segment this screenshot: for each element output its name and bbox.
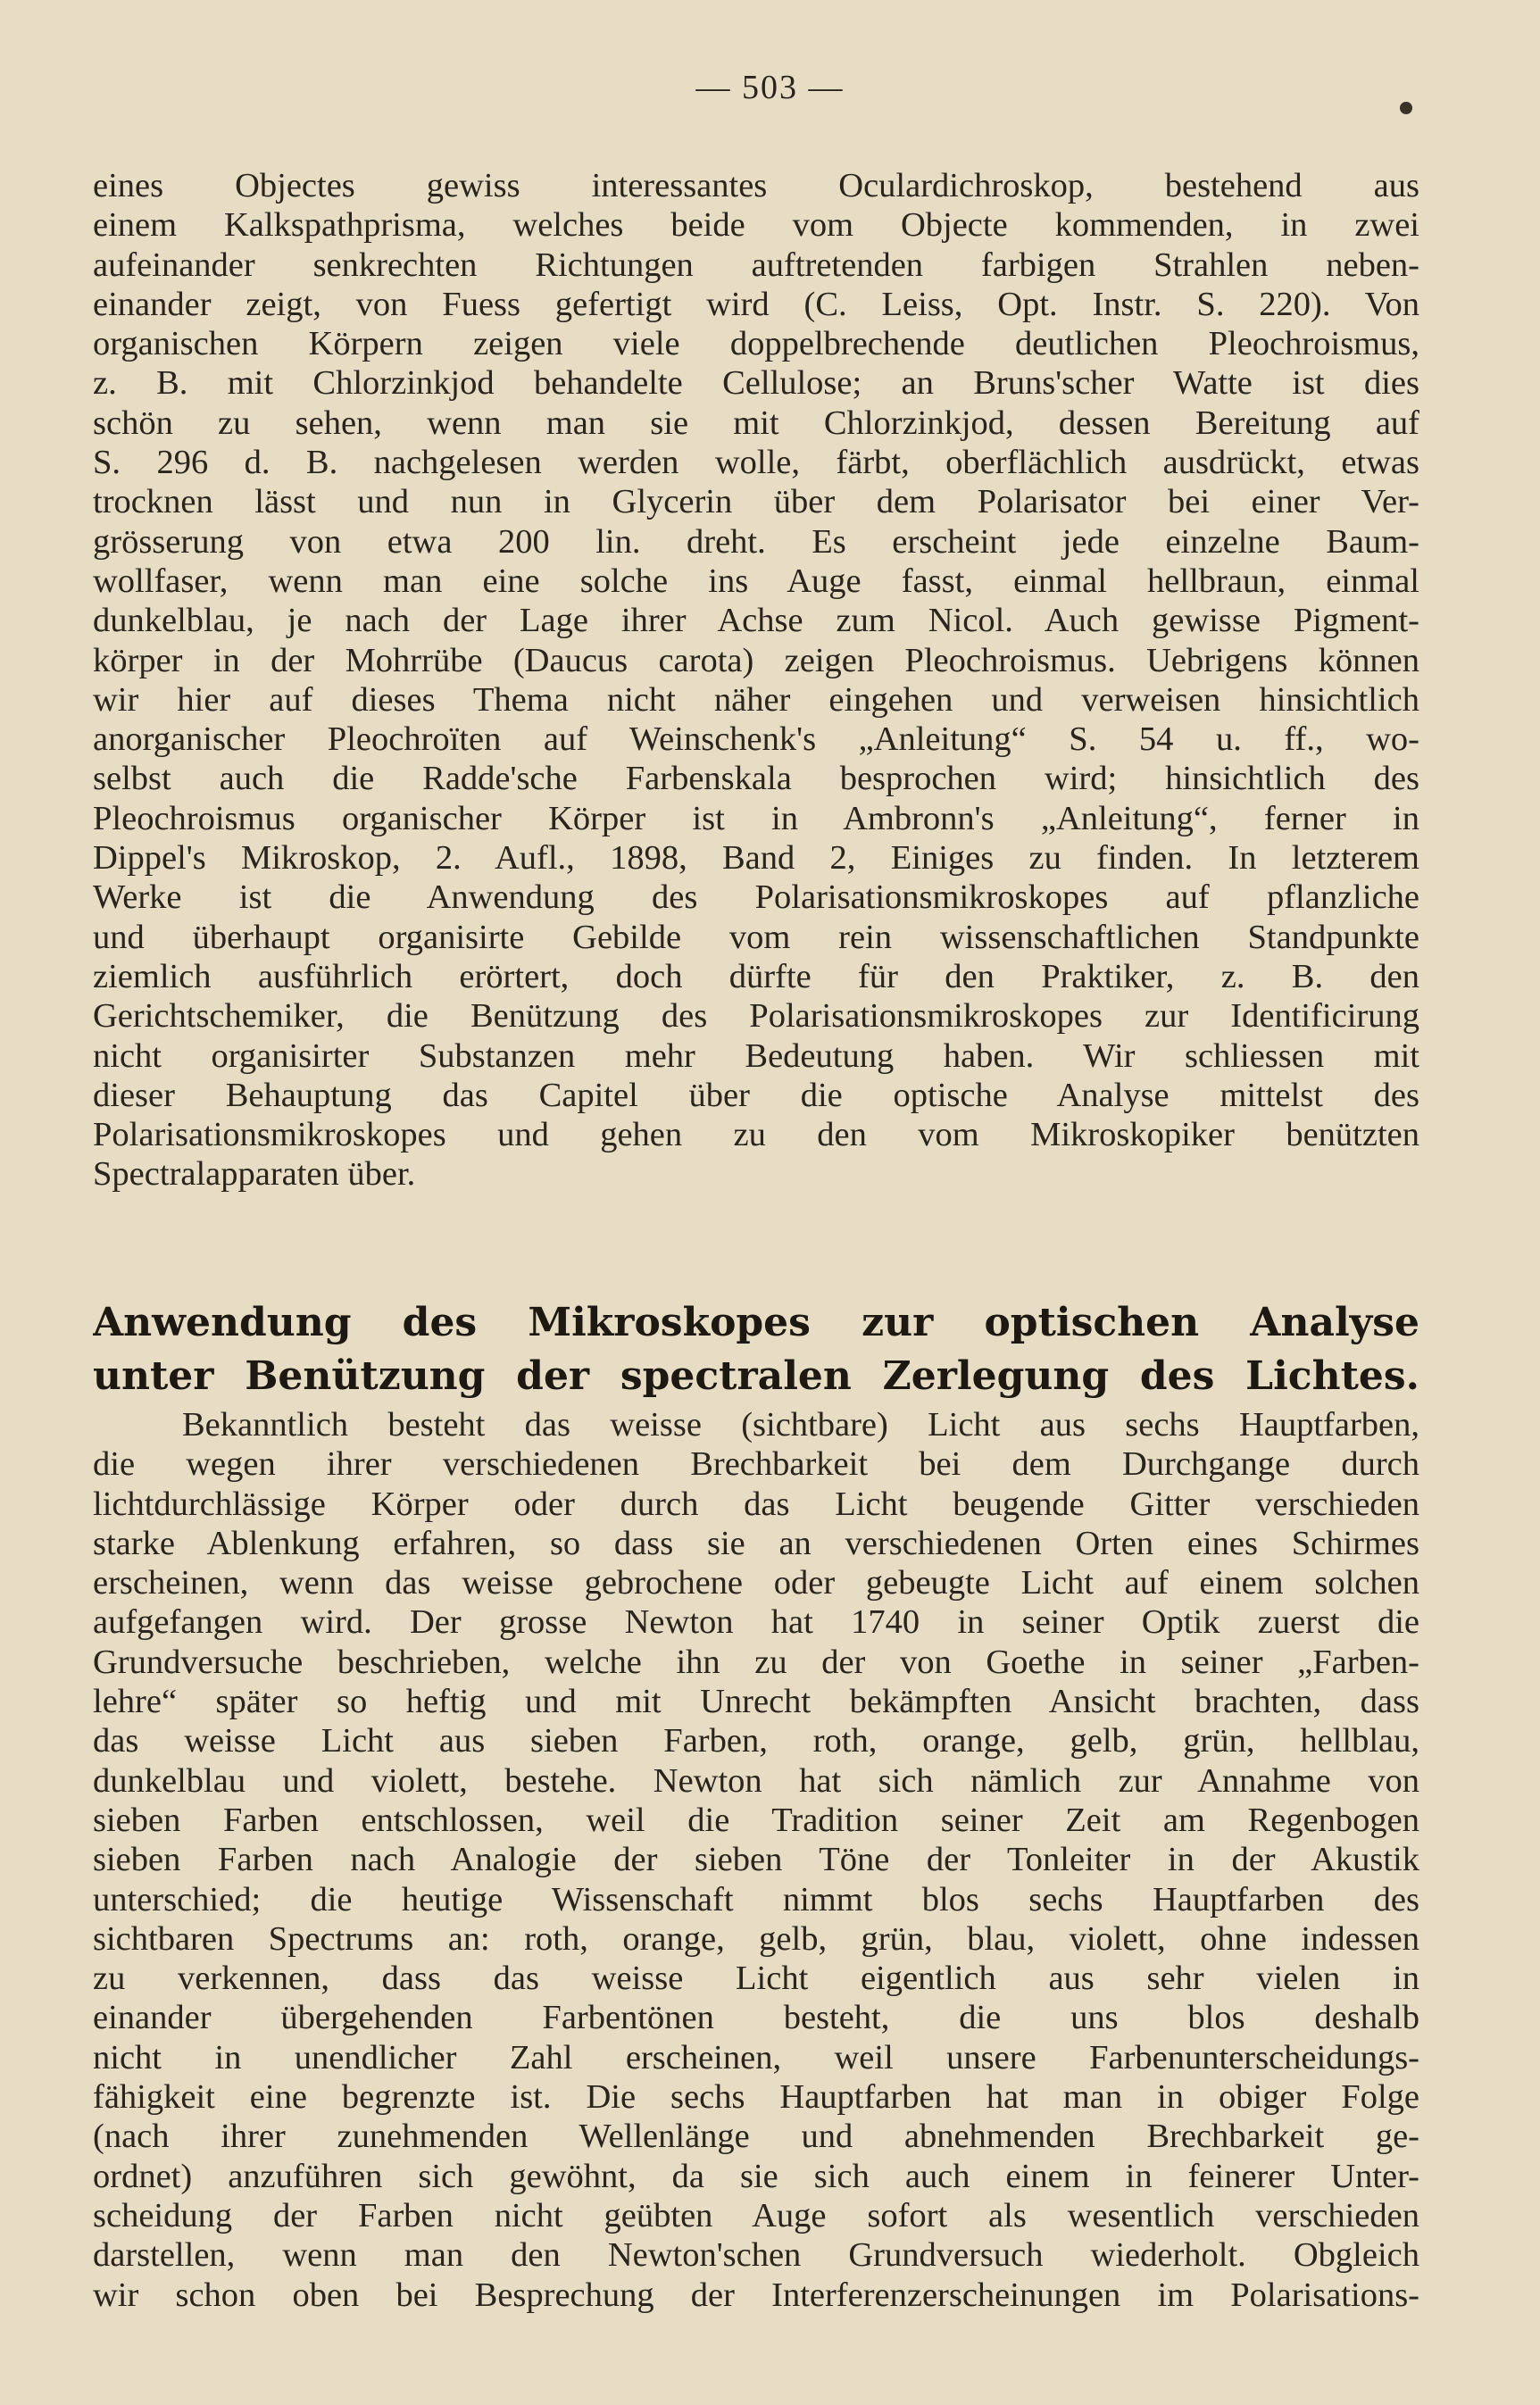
text-line: und überhaupt organisirte Gebilde vom rein wissenschaftlichen Standpunkte: [93, 918, 1419, 956]
text-line: sieben Farben nach Analogie der sieben Töne der Tonleiter in der Akustik: [93, 1841, 1419, 1879]
text-line: aufgefangen wird. Der grosse Newton hat 1740 in seiner Optik zuerst die: [93, 1603, 1419, 1642]
text-line: S. 296 d. B. nachgelesen werden wolle, färbt, oberflächlich ausdrückt, etwas: [93, 444, 1419, 482]
text-line: Polarisationsmikroskopes und gehen zu den vom Mikroskopiker benützten: [93, 1116, 1419, 1154]
text-line: ziemlich ausführlich erörtert, doch dürfte für den Praktiker, z. B. den: [93, 957, 1419, 995]
text-line: dunkelblau, je nach der Lage ihrer Achse zum Nicol. Auch gewisse Pigment-: [93, 602, 1419, 640]
text-line: wollfaser, wenn man eine solche ins Auge fasst, einmal hellbraun, einmal: [93, 562, 1419, 600]
text-line: eines Objectes gewiss interessantes Oculardichroskop, bestehend aus: [93, 167, 1419, 204]
text-line: z. B. mit Chlorzinkjod behandelte Cellulose; an Bruns'scher Watte ist dies: [93, 364, 1419, 403]
text-line: darstellen, wenn man den Newton'schen Grundversuch wiederholt. Obgleich: [93, 2236, 1419, 2275]
text-line: Bekanntlich besteht das weisse (sichtbare) Licht aus sechs Hauptfarben,: [182, 1406, 1419, 1444]
page-number: — 503 —: [695, 69, 845, 106]
text-line: zu verkennen, dass das weisse Licht eigentlich aus sehr vielen in: [93, 1960, 1419, 1998]
text-line: die wegen ihrer verschiedenen Brechbarkeit bei dem Durchgange durch: [93, 1445, 1419, 1484]
text-line: lichtdurchlässige Körper oder durch das Licht beugende Gitter verschieden: [93, 1485, 1419, 1523]
text-line: körper in der Mohrrübe (Daucus carota) zeigen Pleochroismus. Uebrigens können: [93, 641, 1419, 679]
text-line: das weisse Licht aus sieben Farben, roth, orange, gelb, grün, hellblau,: [93, 1722, 1419, 1760]
text-line: einem Kalkspathprisma, welches beide vom Objecte kommenden, in zwei: [93, 206, 1419, 245]
text-line: anorganischer Pleochroïten auf Weinschenk's „Anleitung“ S. 54 u. ff., wo-: [93, 720, 1419, 759]
text-line: (nach ihrer zunehmenden Wellenlänge und abnehmenden Brechbarkeit ge-: [93, 2118, 1419, 2156]
heading-line: unter Benützung der spectralen Zerlegung des Lichtes.: [93, 1353, 1419, 1399]
text-line: einander übergehenden Farbentönen besteht, die uns blos deshalb: [93, 1999, 1419, 2037]
text-line: erscheinen, wenn das weisse gebrochene oder gebeugte Licht auf einem solchen: [93, 1564, 1419, 1602]
text-line: starke Ablenkung erfahren, so dass sie an verschiedenen Orten eines Schirmes: [93, 1524, 1419, 1562]
text-line: dunkelblau und violett, bestehe. Newton hat sich nämlich zur Annahme von: [93, 1761, 1419, 1800]
text-line: grösserung von etwa 200 lin. dreht. Es erscheint jede einzelne Baum-: [93, 522, 1419, 561]
text-line: einander zeigt, von Fuess gefertigt wird (C. Leiss, Opt. Instr. S. 220). Von: [93, 285, 1419, 323]
heading-line: Anwendung des Mikroskopes zur optischen Analyse: [93, 1300, 1419, 1345]
text-line: nicht in unendlicher Zahl erscheinen, weil unsere Farbenunterscheidungs-: [93, 2038, 1419, 2076]
text-line: ordnet) anzuführen sich gewöhnt, da sie sich auch einem in feinerer Unter-: [93, 2157, 1419, 2195]
text-line: schön zu sehen, wenn man sie mit Chlorzinkjod, dessen Bereitung auf: [93, 404, 1419, 442]
text-line: wir schon oben bei Besprechung der Interferenzerscheinungen im Polarisations-: [93, 2276, 1419, 2314]
paragraph-pleochroism: [93, 166, 1419, 1194]
text-line: fähigkeit eine begrenzte ist. Die sechs Hauptfarben hat man in obiger Folge: [93, 2078, 1419, 2117]
text-line: Dippel's Mikroskop, 2. Aufl., 1898, Band 2, Einiges zu finden. In letzterem: [93, 839, 1419, 878]
text-line: nicht organisirter Substanzen mehr Bedeutung haben. Wir schliessen mit: [93, 1036, 1419, 1075]
text-line: Gerichtschemiker, die Benützung des Polarisationsmikroskopes zur Identificirung: [93, 997, 1419, 1036]
paragraph-spectrum: [93, 1405, 1419, 2315]
section-heading: [93, 1296, 1419, 1403]
text-line: organischen Körpern zeigen viele doppelbrechende deutlichen Pleochroismus,: [93, 325, 1419, 363]
text-line: dieser Behauptung das Capitel über die optische Analyse mittelst des: [93, 1076, 1419, 1114]
ink-spot: [1400, 102, 1412, 114]
text-line: lehre“ später so heftig und mit Unrecht bekämpften Ansicht brachten, dass: [93, 1683, 1419, 1721]
text-line: sieben Farben entschlossen, weil die Tradition seiner Zeit am Regenbogen: [93, 1801, 1419, 1839]
text-line: Spectralapparaten über.: [93, 1155, 416, 1194]
text-line: sichtbaren Spectrums an: roth, orange, gelb, grün, blau, violett, ohne indessen: [93, 1919, 1419, 1958]
text-line: scheidung der Farben nicht geübten Auge sofort als wesentlich verschieden: [93, 2196, 1419, 2234]
text-line: trocknen lässt und nun in Glycerin über dem Polarisator bei einer Ver-: [93, 483, 1419, 521]
text-line: selbst auch die Radde'sche Farbenskala besprochen wird; hinsichtlich des: [93, 760, 1419, 798]
text-line: unterschied; die heutige Wissenschaft nimmt blos sechs Hauptfarben des: [93, 1880, 1419, 1918]
text-line: aufeinander senkrechten Richtungen auftretenden farbigen Strahlen neben-: [93, 245, 1419, 284]
text-line: Pleochroismus organischer Körper ist in Ambronn's „Anleitung“, ferner in: [93, 799, 1419, 837]
text-line: wir hier auf dieses Thema nicht näher eingehen und verweisen hinsichtlich: [93, 680, 1419, 719]
text-line: Werke ist die Anwendung des Polarisationsmikroskopes auf pflanzliche: [93, 878, 1419, 917]
text-line: Grundversuche beschrieben, welche ihn zu der von Goethe in seiner „Farben-: [93, 1643, 1419, 1681]
